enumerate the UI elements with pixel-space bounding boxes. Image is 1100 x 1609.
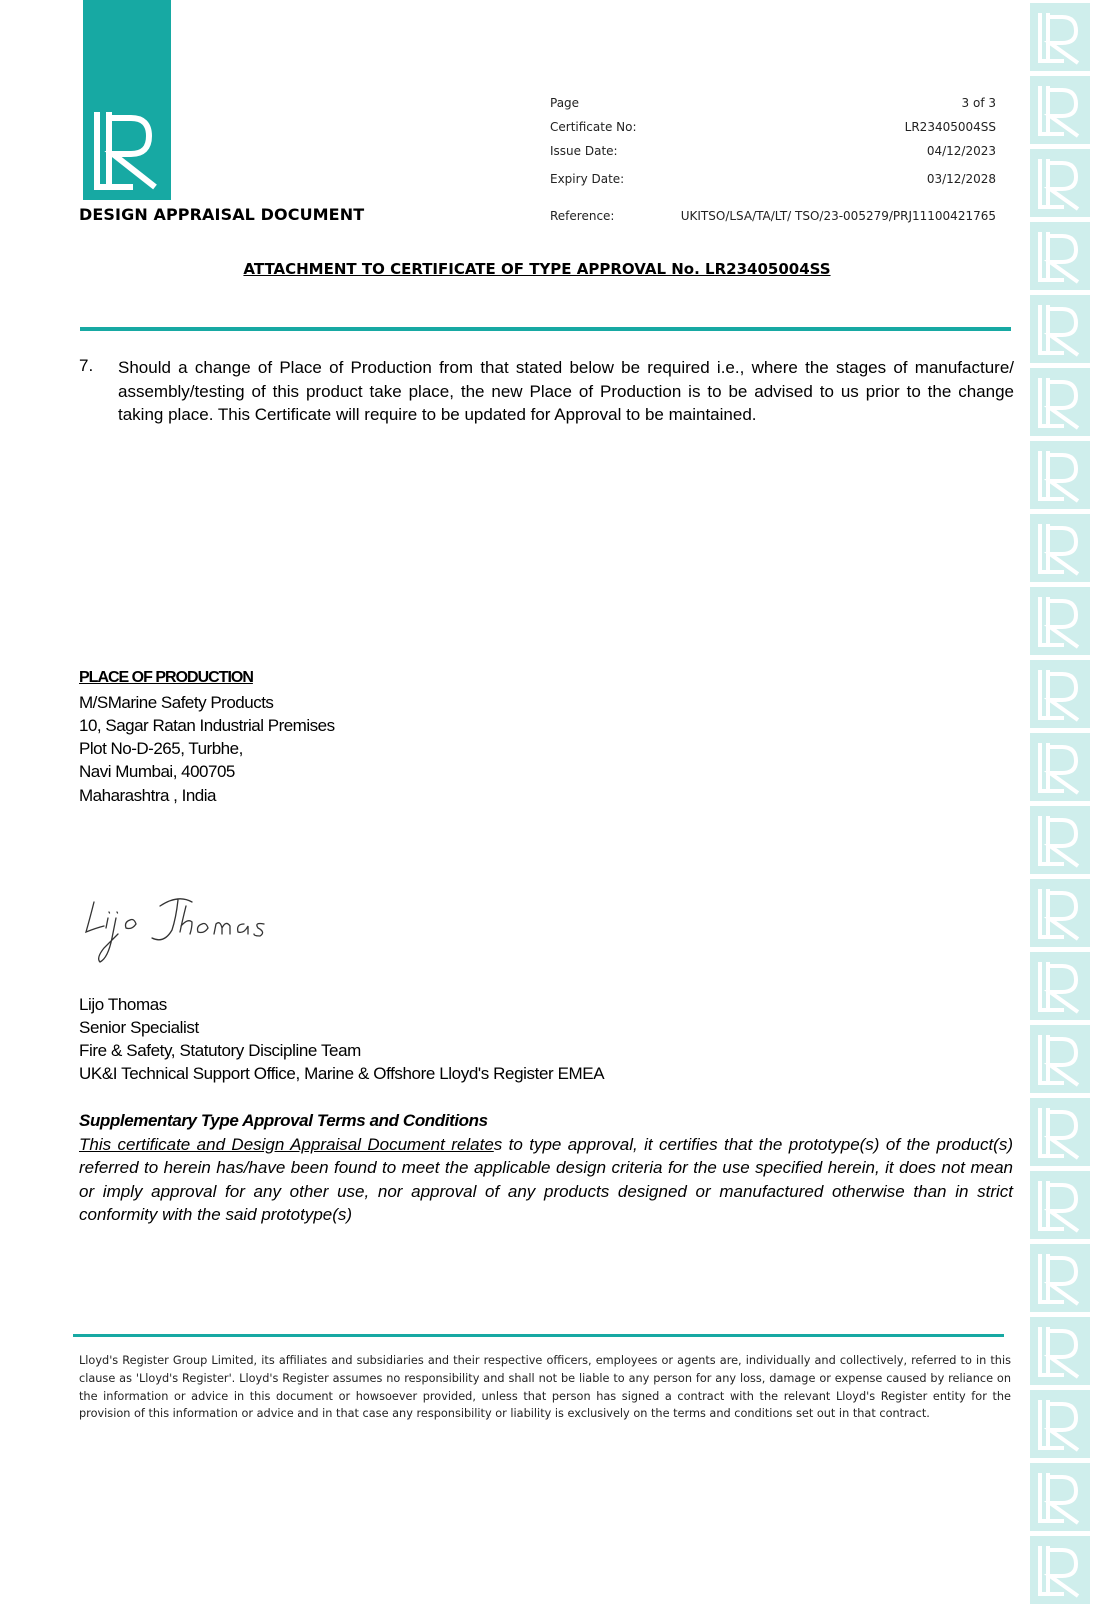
lr-watermark-tile bbox=[1030, 1317, 1090, 1385]
lr-watermark-tile bbox=[1030, 660, 1090, 728]
address-line: Plot No-D-265, Turbhe, bbox=[79, 739, 243, 758]
lr-watermark-tile bbox=[1030, 879, 1090, 947]
meta-label-certificate: Certificate No: bbox=[550, 120, 637, 134]
signatory-office: UK&I Technical Support Office, Marine & Offshore Lloyd's Register EMEA bbox=[79, 1064, 605, 1083]
lr-logo bbox=[83, 0, 171, 200]
attachment-title: ATTACHMENT TO CERTIFICATE OF TYPE APPROVAL No. LR23405004SS bbox=[243, 260, 831, 278]
supplementary-underlined-lead: This certificate and Design Appraisal Document relate bbox=[79, 1135, 494, 1154]
lr-logo-mark bbox=[83, 0, 171, 200]
signatory-title: Senior Specialist bbox=[79, 1018, 199, 1037]
lr-watermark-tile bbox=[1030, 1244, 1090, 1312]
meta-label-expiry-date: Expiry Date: bbox=[550, 172, 625, 186]
lr-watermark-tile bbox=[1030, 76, 1090, 144]
meta-label-reference: Reference: bbox=[550, 209, 615, 223]
lr-watermark-tile bbox=[1030, 295, 1090, 363]
supplementary-text bbox=[79, 1133, 1013, 1226]
supplementary-body: s to type approval, it certifies that the prototype(s) of the product(s) referred to herein has/have been found to meet the applicable design criteria for the use specified herein, it does not mean or imply approval for any other use, nor approval of any products designed or manufactured otherwise than in strict conformity with the said prototype(s) bbox=[79, 1135, 1013, 1224]
lr-watermark-tile bbox=[1030, 1025, 1090, 1093]
divider-bottom bbox=[73, 1334, 1004, 1337]
address-line: 10, Sagar Ratan Industrial Premises bbox=[79, 716, 335, 735]
disclaimer-text: Lloyd's Register Group Limited, its affiliates and subsidiaries and their respective officers, employees or agents are, individually and collectively, referred to in this clause as 'Lloyd's Register'. Lloyd's Register assumes no responsibility and shall not be liable to any person for any loss, damage or expense caused by reliance on the information or advice in this document or howsoever provided, unless that person has signed a contract with the relevant Lloyd's Register entity for the provision of this information or advice and in that case any responsibility or liability is exclusively on the terms and conditions set out in that contract. bbox=[79, 1354, 1011, 1421]
clause-number: 7. bbox=[79, 356, 94, 375]
lr-watermark-strip bbox=[1030, 0, 1092, 1556]
lr-watermark-tile bbox=[1030, 1171, 1090, 1239]
meta-value-certificate: LR23405004SS bbox=[904, 120, 996, 134]
meta-value-page: 3 of 3 bbox=[961, 96, 996, 110]
lr-watermark-tile bbox=[1030, 952, 1090, 1020]
meta-value-reference: UKITSO/LSA/TA/LT/ TSO/23-005279/PRJ11100421765 bbox=[680, 209, 996, 223]
lr-watermark-tile bbox=[1030, 1098, 1090, 1166]
signatory-team: Fire & Safety, Statutory Discipline Team bbox=[79, 1041, 361, 1060]
clause-text: Should a change of Place of Production from that stated below be required i.e., where the stages of manufacture/ assembly/testing of this product take place, the new Place of Production is to be advised to us prior to the change taking place. This Certificate will require to be updated for Approval to be maintained. bbox=[118, 358, 1014, 424]
lr-watermark-tile bbox=[1030, 514, 1090, 582]
lr-watermark-tile bbox=[1030, 1390, 1090, 1458]
divider-top bbox=[80, 327, 1011, 331]
place-of-production-heading: PLACE OF PRODUCTION bbox=[79, 669, 253, 686]
supplementary-heading: Supplementary Type Approval Terms and Conditions bbox=[79, 1111, 488, 1130]
lr-watermark-tile bbox=[1030, 3, 1090, 71]
meta-label-issue-date: Issue Date: bbox=[550, 144, 618, 158]
meta-value-expiry-date: 03/12/2028 bbox=[926, 172, 996, 186]
lr-watermark-tile bbox=[1030, 368, 1090, 436]
signatory-name: Lijo Thomas bbox=[79, 995, 167, 1014]
lr-watermark-tile bbox=[1030, 441, 1090, 509]
address-line: Navi Mumbai, 400705 bbox=[79, 762, 235, 781]
lr-watermark-tile bbox=[1030, 806, 1090, 874]
handwritten-signature bbox=[82, 888, 282, 973]
lr-watermark-tile bbox=[1030, 587, 1090, 655]
address-line: M/SMarine Safety Products bbox=[79, 693, 274, 712]
document-type: DESIGN APPRAISAL DOCUMENT bbox=[79, 205, 365, 224]
meta-value-issue-date: 04/12/2023 bbox=[926, 144, 996, 158]
lr-watermark-tile bbox=[1030, 1536, 1090, 1604]
lr-watermark-tile bbox=[1030, 149, 1090, 217]
lr-watermark-tile bbox=[1030, 733, 1090, 801]
meta-label-page: Page bbox=[550, 96, 580, 110]
lr-watermark-tile bbox=[1030, 222, 1090, 290]
address-line: Maharashtra , India bbox=[79, 786, 216, 805]
lr-watermark-tile bbox=[1030, 1463, 1090, 1531]
